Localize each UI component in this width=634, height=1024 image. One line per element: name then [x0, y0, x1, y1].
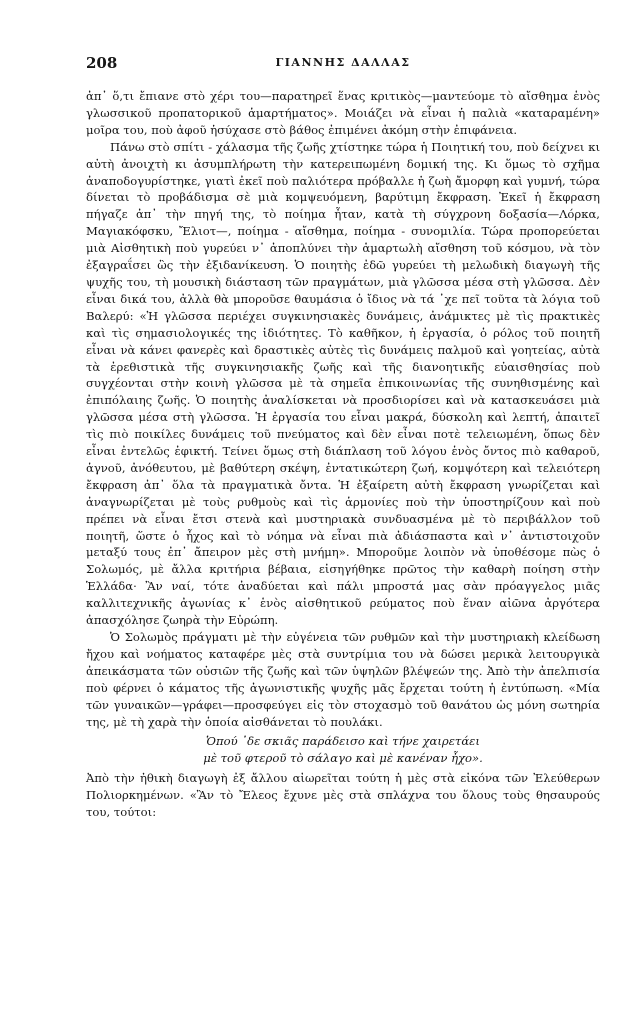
verse-quotation	[86, 733, 600, 767]
body-text	[86, 88, 600, 821]
verse-line: Ὁπού ᾽δε σκιᾶς παράδεισο καὶ τήνε χαιρετάει	[206, 734, 480, 749]
page-number: 208	[86, 54, 118, 72]
running-head: ΓΙΑΝΝΗΣ ΔΑΛΛΑΣ	[275, 56, 411, 69]
paragraph-poetics: Πάνω στὸ σπίτι - χάλασμα τῆς ζωῆς χτίστηκε τώρα ἡ Ποιητική του, ποὺ δείχνει κι αὐτὴ ἀνοιχτὴ κι ἀσυμπλήρωτη τὴν κατερειπωμένη δομική της. Κι ὅμως τὸ σχῆμα ἀναποδογυρίστηκε, γιατὶ ἐκεῖ ποὺ παλιότερα πρόβαλλε ἡ ζωὴ ἄμορφη καὶ γυμνή, τώρα δίνεται τὸ προβάδισμα σὲ μιὰ κομψευόμενη, βαρύτιμη ἔκφραση. Ἐκεῖ ἡ ἔκφραση πήγαζε ἀπ᾽ τὴν πηγή της, τὸ ποίημα ἦταν, κατὰ τὴ σύγχρονη δοξασία—Λόρκα, Μαγιακόφσκυ, Ἔλιοτ—, ποίημα - αἴσθημα, ποίημα - συνομιλία. Τώρα προπορεύεται μιὰ Αἰσθητικὴ ποὺ γυρεύει ν᾽ ἀποπλύνει τὴν ἁμαρτωλὴ αἴσθηση τοῦ κόσμου, νὰ τὸν ἐξαγραΐσει ὣς τὴν ἐξιδανίκευση. Ὁ ποιητὴς ἐδῶ γυρεύει τὴ μελωδικὴ διαγωγὴ τῆς ψυχῆς του, τὴ μουσικὴ διάσταση τῶν πραγμάτων, μιὰ γλῶσσα μέσα στὴ γλῶσσα. Δὲν εἶναι δικά του, ἀλλὰ θὰ μποροῦσε θαυμάσια ὁ ἴδιος νὰ τά ᾽χε πεῖ τοῦτα τὰ λόγια τοῦ Βαλερύ: «Ἡ γλῶσσα περιέχει συγκινησιακὲς δυνάμεις, ἀνάμικτες μὲ τὶς πρακτικὲς καὶ τὶς σημασιολογικές της ἰδιότητες. Τὸ καθῆκον, ἡ ἐργασία, ὁ ρόλος τοῦ ποιητῆ εἶναι νὰ κάνει φανερὲς καὶ δραστικὲς αὐτὲς τὶς δυνάμεις παλμοῦ καὶ γοητείας, αὐτὰ τὰ ἐρεθιστικὰ τῆς συγκινησιακῆς ζωῆς καὶ τῆς διανοητικῆς εὐαισθησίας ποὺ συγχέονται στὴν κοινὴ γλῶσσα μὲ τὰ σημεῖα ἐπικοινωνίας τῆς συνηθισμένης καὶ ἐπιπόλαιης ζωῆς. Ὁ ποιητὴς ἀναλίσκεται νὰ προσδιορίσει καὶ νὰ κατασκευάσει μιὰ γλῶσσα μέσα στὴ γλῶσσα. Ἡ ἐργασία του εἶναι μακρά, δύσκολη καὶ λεπτή, ἀπαιτεῖ τὶς πιὸ ποικίλες δυνάμεις τοῦ πνεύματος καὶ δὲν εἶναι ποτὲ τελειωμένη, ὅπως δὲν εἶναι ἐντελῶς ἐφικτή. Τείνει ὅμως στὴ διάπλαση τοῦ λόγου ἑνὸς ὄντος πιὸ καθαροῦ, ἁγνοῦ, ἀνόθευτου, μὲ βαθύτερη σκέψη, ἐντατικώτερη ζωή, κομψότερη καὶ τελειότερη ἔκφραση ἀπ᾽ ὅλα τὰ πραγματικὰ ὄντα. Ἡ ἐξαίρετη αὐτὴ ἔκφραση γνωρίζεται καὶ ἀναγνωρίζεται μὲ τοὺς ρυθμοὺς καὶ τὶς ἁρμονίες ποὺ τὴν ὑποστηρίζουν καὶ ποὺ πρέπει νὰ εἶναι ἔτσι στενὰ καὶ μυστηριακὰ συνδυασμένα μὲ τὸ περιβάλλον τοῦ ποιητῆ, ὥστε ὁ ἦχος καὶ τὸ νόημα νὰ εἶναι πιὰ ἀδιάσπαστα καὶ ν᾽ ἀντιστοιχοῦν μεταξύ τους ἐπ᾽ ἄπειρον μὲς στὴ μνήμη». Μποροῦμε λοιπὸν νὰ ὑποθέσομε πὼς ὁ Σολωμός, μὲ ἄλλα κριτήρια βέβαια, εἰσηγήθηκε πρῶτος τὴν καθαρὴ ποίηση στὴν Ἑλλάδα· Ἂν ναί, τότε ἀναδύεται καὶ πάλι μπροστά μας σὰν πρόαγγελος μιᾶς καλλιτεχνικῆς ἀγωνίας κ᾽ ἑνὸς αἰσθητικοῦ ρεύματος ποὺ ἕναν αἰῶνα ἀργότερα ἀπασχόλησε ζωηρὰ τὴν Εὐρώπη.	[86, 139, 600, 628]
page-header	[86, 54, 600, 74]
verse-line: μὲ τοῦ φτεροῦ τὸ σάλαγο καὶ μὲ κανέναν ἦχο».	[203, 751, 483, 766]
paragraph-continued: ἀπ᾽ ὅ,τι ἔπιανε στὸ χέρι του—παρατηρεῖ ἕνας κριτικὸς—μαντεύομε τὸ αἴσθημα ἑνὸς γλωσσικοῦ προπατορικοῦ ἁμαρτήματος». Μοιάζει νὰ εἶναι ἡ παλιὰ «καταραμένη» μοῖρα του, ποὺ ἀφοῦ ἡσύχασε στὸ βάθος ἐπιμένει ἀκόμη στὴν ἐπιφάνεια.	[86, 89, 600, 137]
paragraph-solomos: Ὁ Σολωμὸς πράγματι μὲ τὴν εὐγένεια τῶν ρυθμῶν καὶ τὴν μυστηριακὴ κλείδωση ἤχου καὶ νοήματος καταφέρε μὲς στὰ συντρίμια του νὰ δώσει μερικὰ λειτουργικὰ ἀπεικάσματα τῶν οὐσιῶν τῆς ζωῆς καὶ τῶν ὑψηλῶν βλέψεών της. Ἀπὸ τὴν ἀπελπισία ποὺ φέρνει ὁ κάματος τῆς ἀγωνιστικῆς ψυχῆς μᾶς ἔρχεται τούτη ἡ ἐντύπωση. «Μία τῶν γυναικῶν—γράφει—προσφεύγει εἰς τὸν στοχασμὸ τοῦ θανάτου ὡς μόνη σωτηρία της, μὲ τὴ χαρὰ τὴν ὁποία αἰσθάνεται τὸ πουλάκι.	[86, 630, 600, 729]
paragraph-closing: Ἀπὸ τὴν ἠθικὴ διαγωγὴ ἐξ ἄλλου αἰωρεῖται τούτη ἡ μὲς στὰ εἰκόνα τῶν Ἐλεύθερων Πολιορκημένων. «Ἂν τὸ Ἔλεος ἔχυνε μὲς στὰ σπλάχνα του ὅλους τοὺς θησαυρούς του, τούτοι:	[86, 771, 600, 820]
